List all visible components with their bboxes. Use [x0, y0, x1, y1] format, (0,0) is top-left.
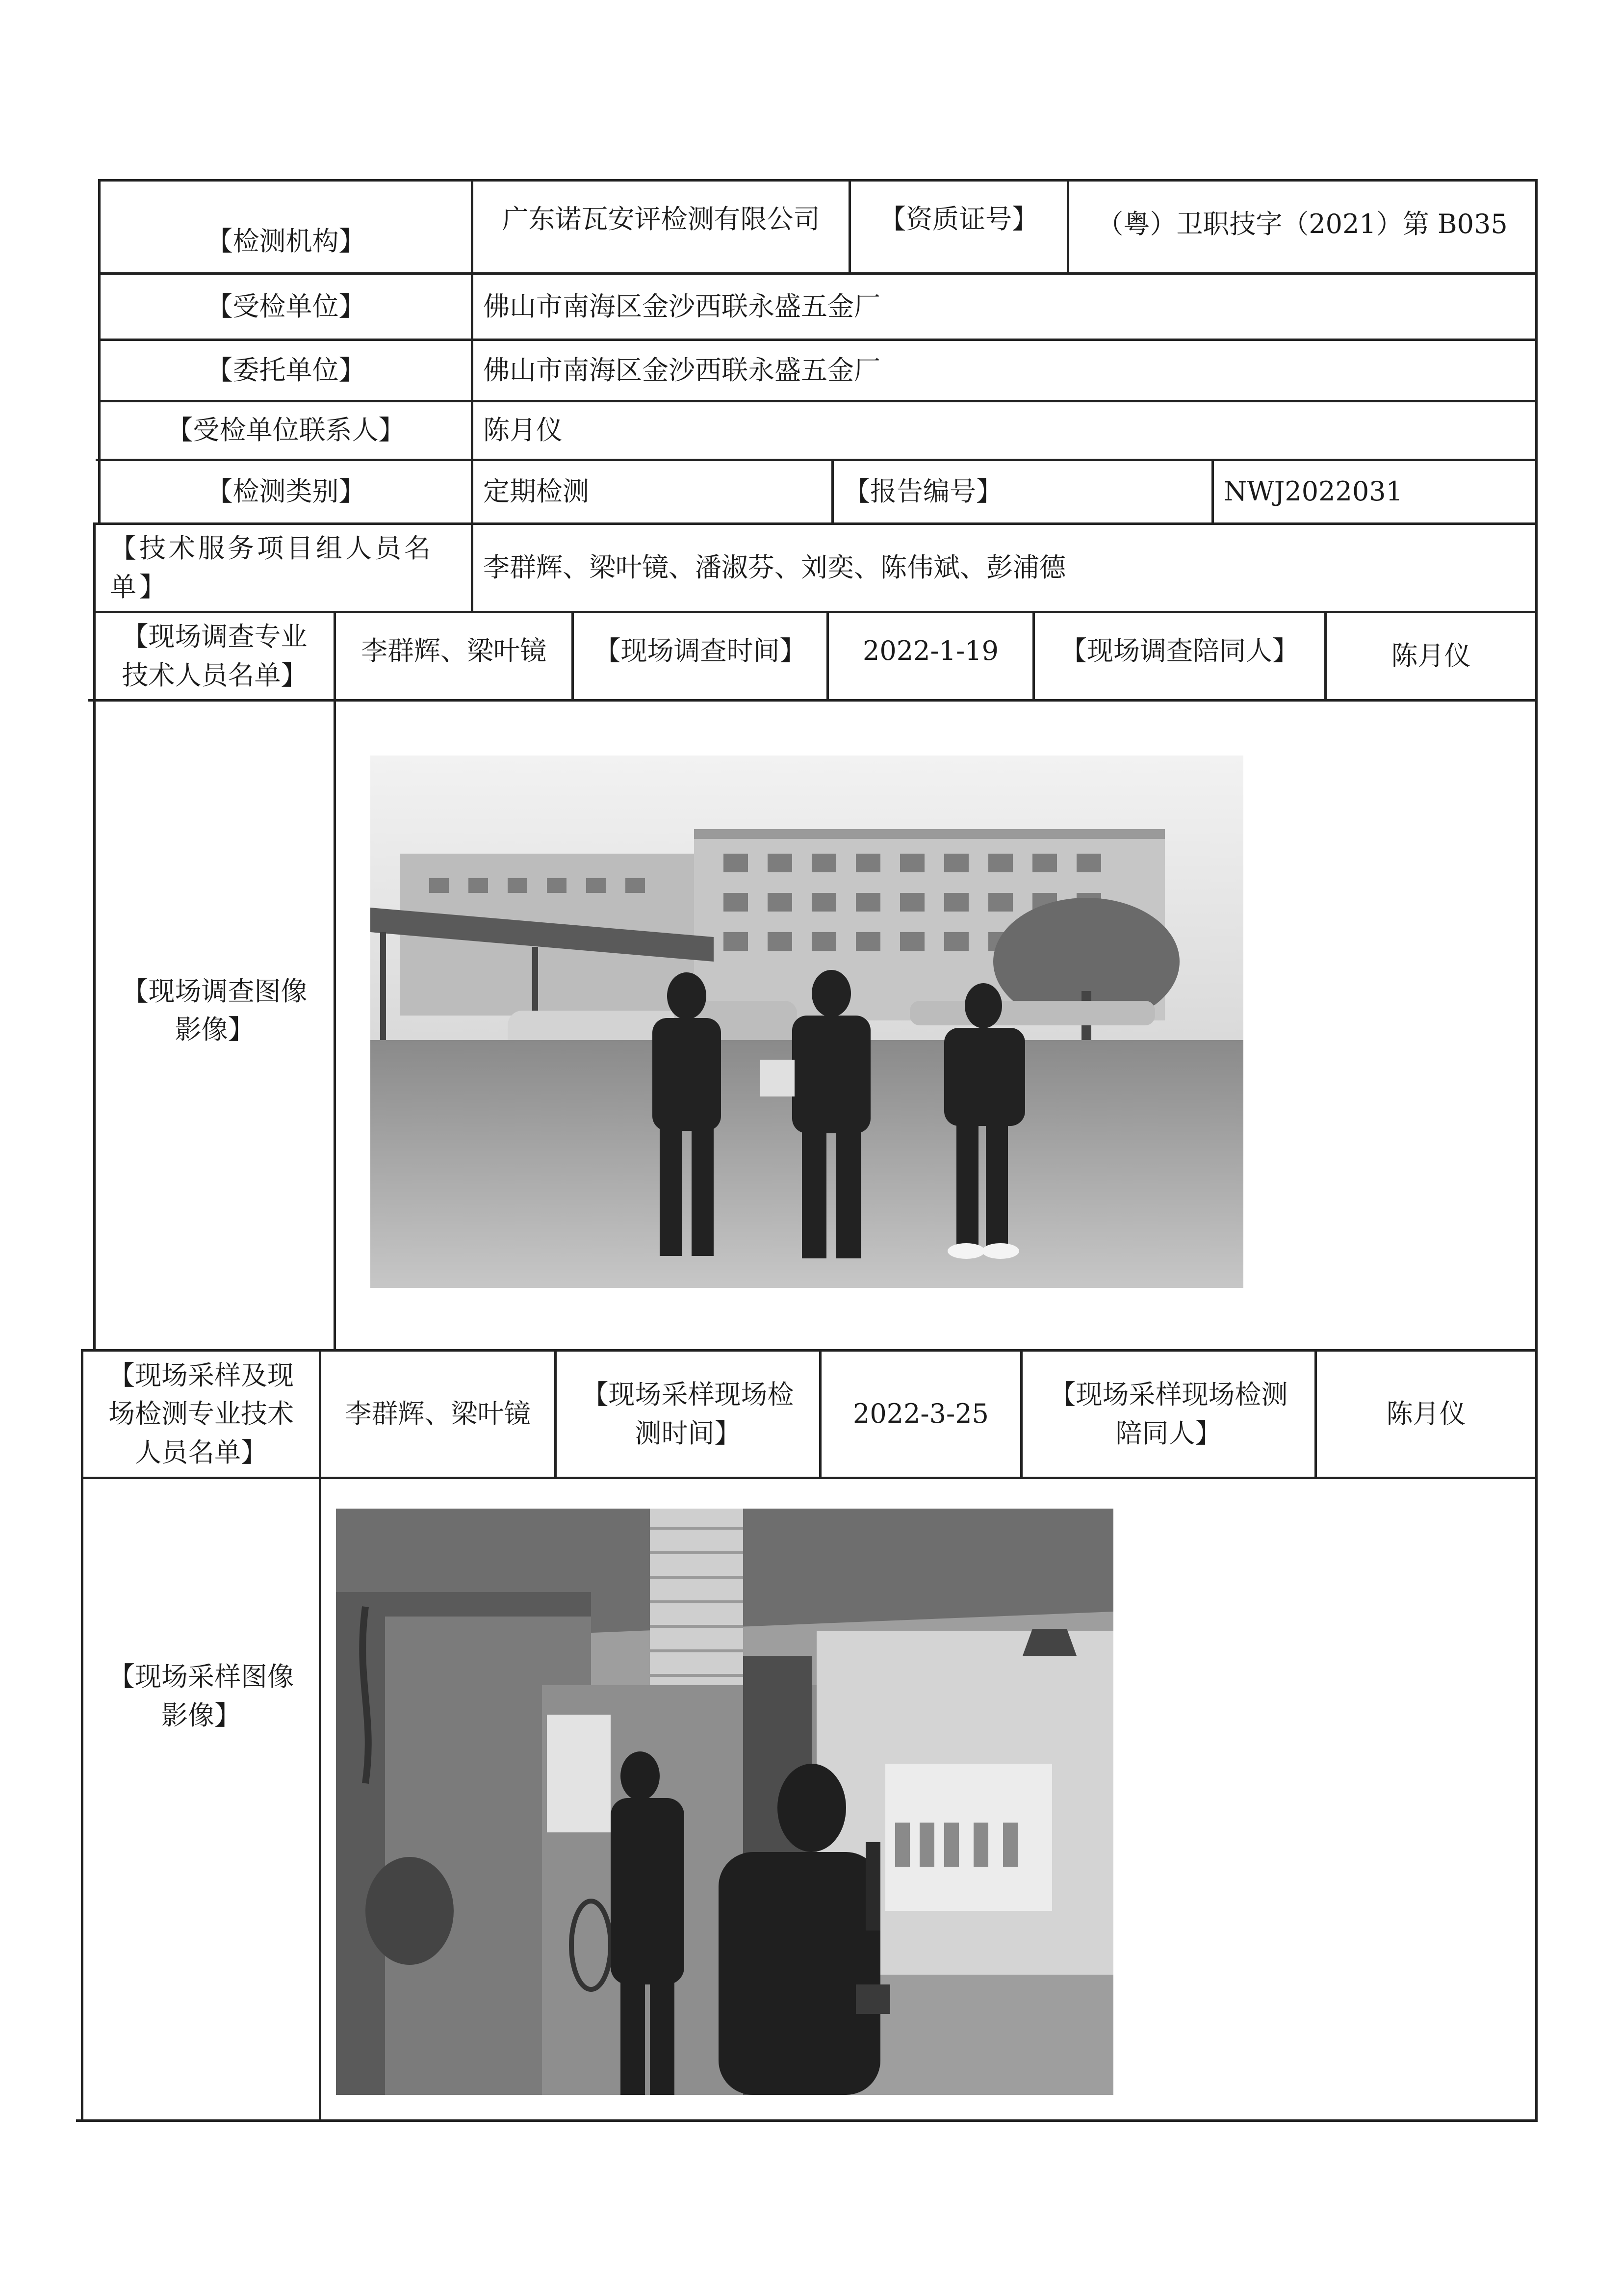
sampling-staff-value: 李群辉、梁叶镜: [345, 1398, 531, 1430]
inspected-unit-value: 佛山市南海区金沙西联永盛五金厂: [483, 290, 880, 322]
cert-label: 【资质证号】: [879, 204, 1038, 235]
test-type-label: 【检测类别】: [206, 476, 365, 507]
survey-companion-label: 【现场调查陪同人】: [1060, 635, 1299, 667]
sampling-companion-value: 陈月仪: [1386, 1398, 1466, 1430]
sampling-photo-drawing: [336, 1509, 1113, 2095]
cert-value: （粤）卫职技字（2021）第 B035: [1097, 209, 1508, 240]
survey-photo: [370, 756, 1243, 1288]
contact-value: 陈月仪: [483, 415, 563, 446]
survey-photo-drawing: [370, 756, 1243, 1288]
contact-label: 【受检单位联系人】: [166, 415, 405, 446]
client-unit-label: 【委托单位】: [206, 354, 365, 386]
survey-time-label: 【现场调查时间】: [594, 635, 806, 667]
report-no-value: NWJ2022031: [1224, 476, 1403, 507]
team-label: 【技术服务项目组人员名单】: [110, 533, 434, 602]
sampling-companion-label: 【现场采样现场检测陪同人】: [1049, 1379, 1288, 1449]
sampling-staff-label: 【现场采样及现场检测专业技术人员名单】: [108, 1360, 294, 1468]
report-no-label: 【报告编号】: [844, 476, 1003, 507]
survey-image-label: 【现场调查图像影像】: [122, 975, 308, 1045]
survey-staff-label: 【现场调查专业技术人员名单】: [122, 621, 308, 691]
sampling-time-label: 【现场采样现场检测时间】: [582, 1379, 794, 1449]
team-value: 李群辉、梁叶镜、潘淑芬、刘奕、陈伟斌、彭浦德: [483, 552, 1066, 583]
org-label: 【检测机构】: [206, 226, 365, 257]
survey-staff-value: 李群辉、梁叶镜: [361, 635, 546, 667]
sampling-time-value: 2022-3-25: [853, 1398, 989, 1430]
sampling-photo: [336, 1509, 1113, 2095]
test-type-value: 定期检测: [483, 476, 589, 507]
sampling-image-label: 【现场采样图像影像】: [108, 1661, 294, 1731]
org-value: 广东诺瓦安评检测有限公司: [502, 204, 820, 235]
survey-companion-value: 陈月仪: [1391, 640, 1471, 672]
client-unit-value: 佛山市南海区金沙西联永盛五金厂: [483, 354, 880, 386]
survey-time-value: 2022-1-19: [863, 635, 999, 667]
inspected-unit-label: 【受检单位】: [206, 290, 365, 322]
